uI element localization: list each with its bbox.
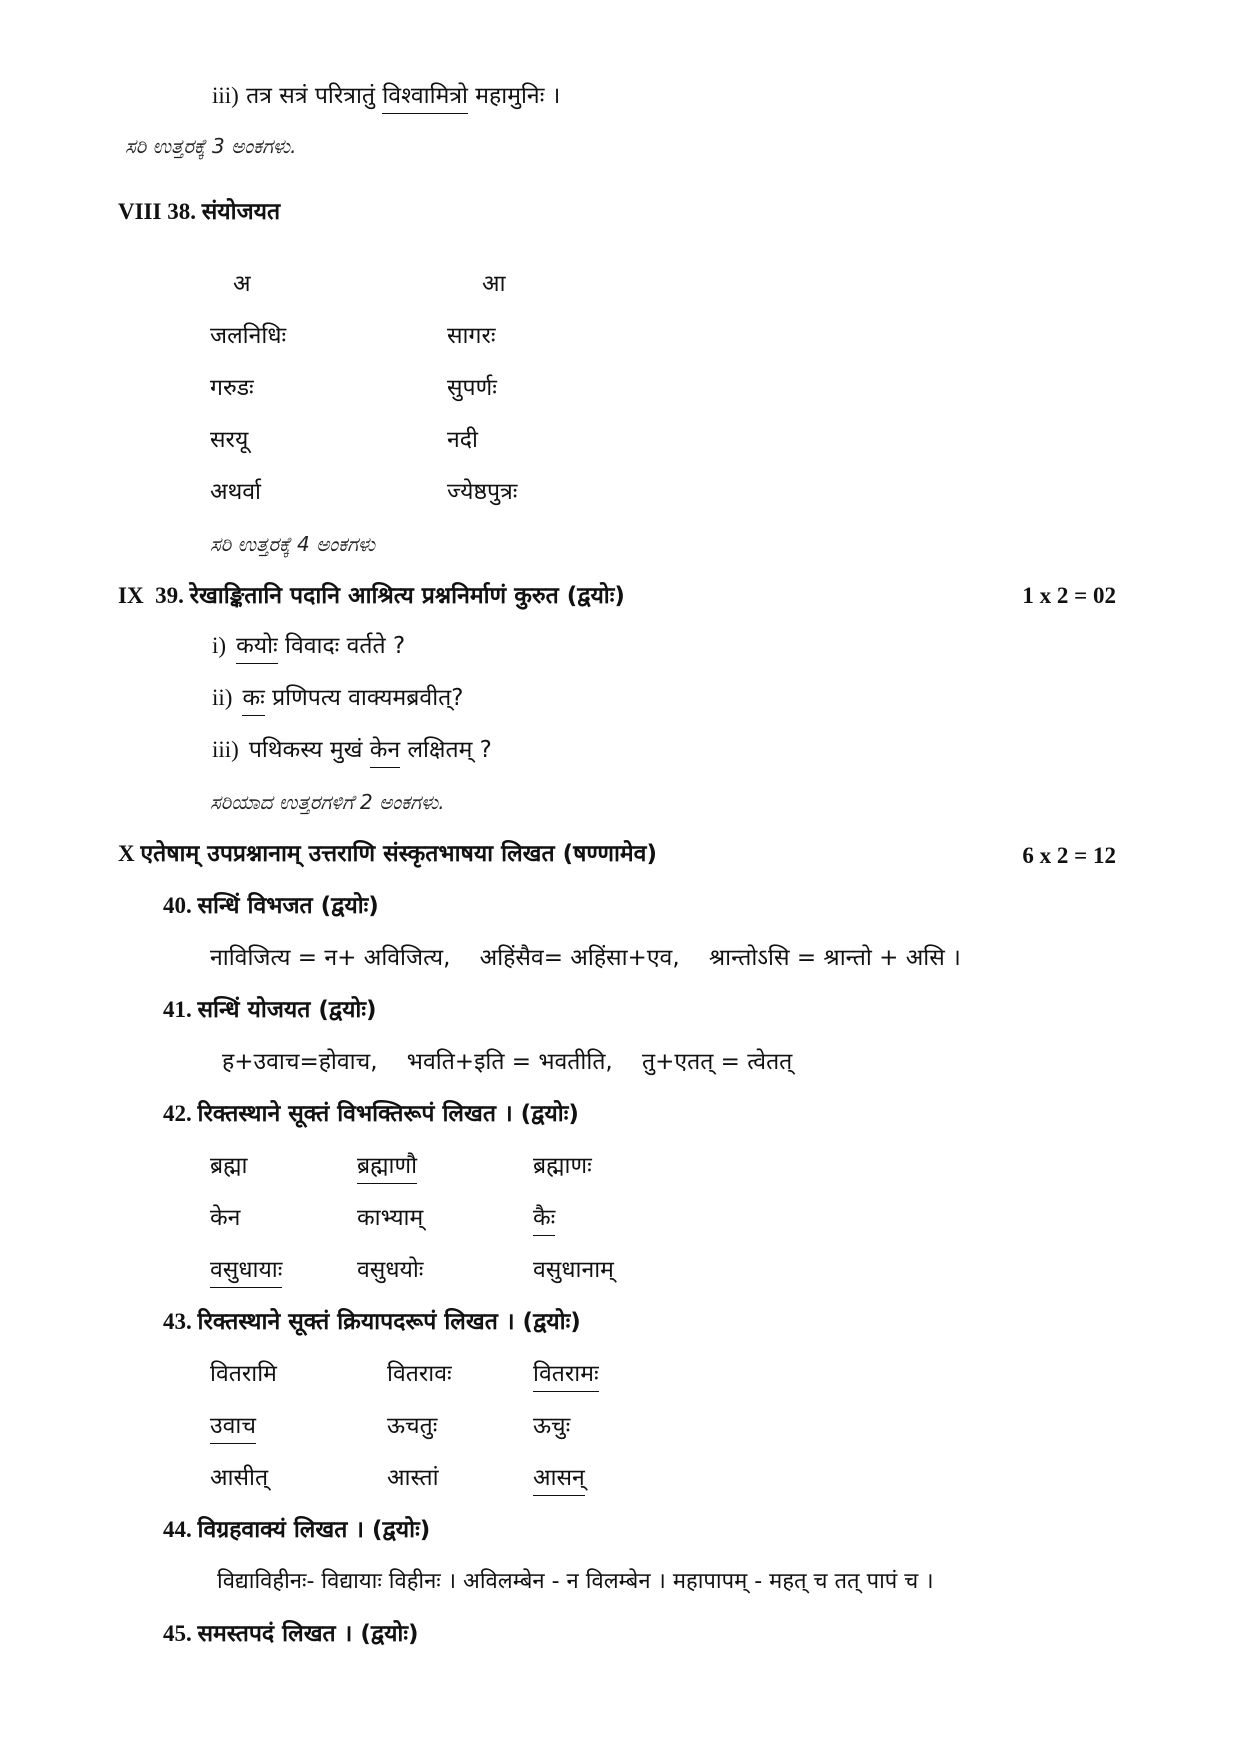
table-cell: वसुधयोः xyxy=(357,1257,424,1283)
match-right: नदी xyxy=(447,427,478,453)
match-left: अथर्वा xyxy=(210,479,262,505)
text: प्रणिपत्य वाक्यमब्रवीत्? xyxy=(264,685,464,711)
question-number: 44. xyxy=(163,1517,192,1542)
match-right: ज्येष्ठपुत्रः xyxy=(447,479,518,505)
question-number: 42. xyxy=(163,1101,192,1126)
underlined-word: विश्वामित्रो xyxy=(382,83,468,114)
table-cell: वितरामि xyxy=(210,1361,277,1387)
q44-heading xyxy=(163,1514,430,1546)
underlined-word: केन xyxy=(370,737,400,768)
text: महामुनिः । xyxy=(467,83,561,109)
q39-heading xyxy=(118,580,625,612)
question-number: 40. xyxy=(163,893,192,918)
table-cell: ब्रह्मा xyxy=(210,1153,248,1179)
column-header-a: अ xyxy=(233,271,251,297)
table-cell: आस्तां xyxy=(387,1465,439,1491)
q40-answer: नाविजित्य = न+ अविजित्य, अहिंसैव= अहिंसा+एव, श्रान्तोऽसि = श्रान्तो + असि । xyxy=(210,945,961,971)
underlined-word: कः xyxy=(242,685,264,716)
match-right: सागरः xyxy=(447,323,496,349)
q39-item-i xyxy=(212,630,405,662)
q37-item-iii xyxy=(212,80,560,112)
question-title: रेखाङ्कितानि पदानि आश्रित्य प्रश्ननिर्माणं कुरुत (द्वयोः) xyxy=(189,583,625,609)
table-cell: केन xyxy=(210,1205,241,1231)
table-cell: आसीत् xyxy=(210,1465,269,1491)
match-left: जलनिधिः xyxy=(210,323,287,349)
answer-cell: वसुधायाः xyxy=(210,1257,282,1288)
q39-marks-note: ಸರಿಯಾದ ಉತ್ತರಗಳಿಗೆ 2 ಅಂಕಗಳು. xyxy=(210,790,445,814)
question-title: रिक्तस्थाने सूक्तं विभक्तिरूपं लिखत । (द्वयोः) xyxy=(197,1101,579,1127)
q42-heading xyxy=(163,1098,579,1130)
item-number: i) xyxy=(212,633,227,658)
question-number: 45. xyxy=(163,1621,192,1646)
q41-answer: ह+उवाच=होवाच, भवति+इति = भवतीति, तु+एतत् = त्वेतत् xyxy=(222,1049,793,1075)
answer-cell: वितरामः xyxy=(533,1361,599,1392)
q43-heading xyxy=(163,1306,581,1338)
table-cell: ऊचुः xyxy=(533,1413,571,1439)
section-x-marks: 6 x 2 = 12 xyxy=(1022,843,1116,868)
table-cell: ऊचतुः xyxy=(387,1413,438,1439)
q39-item-ii xyxy=(212,682,463,714)
answer-cell: कैः xyxy=(533,1205,555,1236)
question-title: रिक्तस्थाने सूक्तं क्रियापदरूपं लिखत । (द्वयोः) xyxy=(197,1309,581,1335)
item-number: iii) xyxy=(212,737,239,762)
question-title: विग्रहवाक्यं लिखत । (द्वयोः) xyxy=(197,1517,431,1543)
section-x-heading xyxy=(118,838,657,870)
answer-cell: उवाच xyxy=(210,1413,256,1444)
table-cell: ब्रह्माणः xyxy=(533,1153,592,1179)
q39-marks: 1 x 2 = 02 xyxy=(1022,583,1116,608)
answer-cell: ब्रह्माणौ xyxy=(357,1153,417,1184)
column-header-aa: आ xyxy=(482,271,506,297)
text: तत्र सत्रं परित्रातुं xyxy=(246,83,383,109)
q38-heading xyxy=(118,196,280,228)
q41-heading xyxy=(163,994,377,1026)
q37-marks-note: ಸರಿ ಉತ್ತರಕ್ಕೆ 3 ಅಂಕಗಳು. xyxy=(125,134,297,158)
q44-answer: विद्याविहीनः- विद्यायाः विहीनः । अविलम्बेन - न विलम्बेन । महापापम् - महत् च तत् पापं च । xyxy=(217,1569,934,1594)
underlined-word: कयोः xyxy=(236,633,278,664)
table-cell: वसुधानाम् xyxy=(533,1257,614,1283)
text: पथिकस्य मुखं xyxy=(248,737,370,763)
match-left: सरयू xyxy=(210,427,249,453)
match-left: गरुडः xyxy=(210,375,254,401)
question-number: 38. xyxy=(167,199,196,224)
section-title: एतेषाम् उपप्रश्नानाम् उत्तराणि संस्कृतभाषया लिखत (षण्णामेव) xyxy=(140,841,657,867)
question-number: 39. xyxy=(155,583,184,608)
text: लक्षितम् ? xyxy=(400,737,492,763)
match-right: सुपर्णः xyxy=(447,375,497,401)
table-cell: वितरावः xyxy=(387,1361,452,1387)
question-number: 43. xyxy=(163,1309,192,1334)
item-number: iii) xyxy=(212,83,239,108)
section-roman: IX xyxy=(118,583,144,608)
item-number: ii) xyxy=(212,685,233,710)
question-title: सन्धिं विभजत (द्वयोः) xyxy=(197,893,379,919)
q39-item-iii xyxy=(212,734,492,766)
table-cell: काभ्याम् xyxy=(357,1205,424,1231)
q38-marks-note: ಸರಿ ಉತ್ತರಕ್ಕೆ 4 ಅಂಕಗಳು xyxy=(210,532,376,556)
section-roman: VIII xyxy=(118,199,162,224)
q40-heading xyxy=(163,890,379,922)
text: विवादः वर्तते ? xyxy=(277,633,406,659)
question-title: संयोजयत xyxy=(201,199,281,225)
question-title: सन्धिं योजयत (द्वयोः) xyxy=(197,997,377,1023)
q45-heading xyxy=(163,1618,419,1650)
answer-cell: आसन् xyxy=(533,1465,585,1496)
section-roman: X xyxy=(118,841,135,866)
question-title: समस्तपदं लिखत । (द्वयोः) xyxy=(197,1621,419,1647)
question-number: 41. xyxy=(163,997,192,1022)
